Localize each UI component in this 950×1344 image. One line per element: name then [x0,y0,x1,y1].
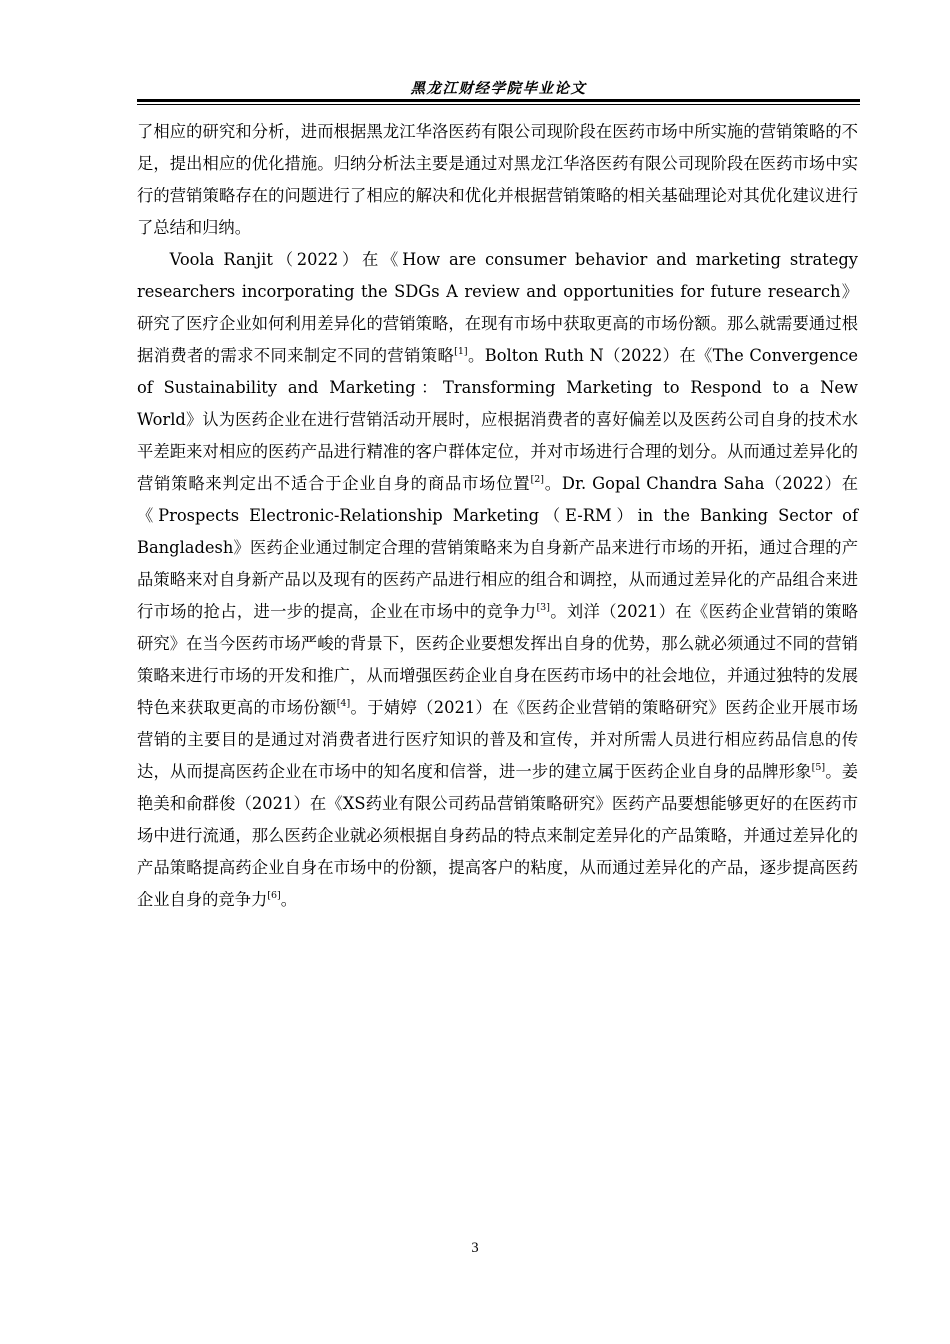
text-run: 。Bolton Ruth N（2022）在《The Convergence of Sustainability and Marketing：Transforming Marketing to Respond to a New World》认为医药企业在进行营销活动开展时，应根据消费者的喜好偏差以及医药公司自身的技术水平差距来对相应的医药产品进行精准的客户群体定位，并对市场进行合理的划分。从而通过差异化的营销策略来判定出不适合于企业自身的商品市场位置 [137,346,858,493]
text-run: 。姜艳美和俞群俊（2021）在《XS药业有限公司药品营销策略研究》医药产品要想能够更好的在医药市场中进行流通，那么医药企业就必须根据自身药品的特点来制定差异化的产品策略，并通过差异化的产品策略提高药企业自身在市场中的份额，提高客户的粘度，从而通过差异化的产品，逐步提高医药企业自身的竞争力 [137,762,858,909]
paragraph-2-literature-review [137,244,858,916]
text-run: 。 [280,890,298,909]
citation-ref-4: [4] [336,698,351,709]
text-run: 。于婧婷（2021）在《医药企业营销的策略研究》医药企业开展市场营销的主要目的是通过对消费者进行医疗知识的普及和宣传，并对所需人员进行相应药品信息的传达，从而提高医药企业在市场中的知名度和信誉，进一步的建立属于医药企业自身的品牌形象 [137,698,858,781]
page-number: 3 [471,1240,479,1256]
header-rule-thin [137,104,860,105]
citation-ref-3: [3] [536,602,550,613]
paragraph-1 [137,116,858,244]
text-run: 了相应的研究和分析，进而根据黑龙江华洛医药有限公司现阶段在医药市场中所实施的营销策略的不足，提出相应的优化措施。归纳分析法主要是通过对黑龙江华洛医药有限公司现阶段在医药市场中实行的营销策略存在的问题进行了相应的解决和优化并根据营销策略的相关基础理论对其优化建议进行了总结和归纳。 [137,122,858,237]
citation-ref-1: [1] [454,346,468,357]
text-run: 。刘洋（2021）在《医药企业营销的策略研究》在当今医药市场严峻的背景下，医药企业要想发挥出自身的优势，那么就必须通过不同的营销策略来进行市场的开发和推广，从而增强医药企业自身在医药市场中的社会地位，并通过独特的发展特色来获取更高的市场份额 [137,602,858,717]
text-run: Voola Ranjit（2022）在《How are consumer behavior and marketing strategy researchers incorporating the SDGs A review and opportunities for future research》研究了医疗企业如何利用差异化的营销策略，在现有市场中获取更高的市场份额。那么就需要通过根据消费者的需求不同来制定不同的营销策略 [137,250,858,365]
citation-ref-2: [2] [530,474,544,485]
text-run: 。Dr. Gopal Chandra Saha（2022）在《Prospects Electronic-Relationship Marketing（E-RM）in the Banking Sector of Bangladesh》医药企业通过制定合理的营销策略来为自身新产品来进行市场的开拓，通过合理的产品策略来对自身新产品以及现有的医药产品进行相应的组合和调控，从而通过差异化的产品组合来进行市场的抢占，进一步的提高，企业在市场中的竞争力 [137,474,858,621]
citation-ref-5: [5] [811,762,826,773]
running-header-title: 黑龙江财经学院毕业论文 [410,80,587,97]
citation-ref-6: [6] [267,890,281,901]
header-rule-thick [137,99,860,102]
body-text [137,116,858,916]
